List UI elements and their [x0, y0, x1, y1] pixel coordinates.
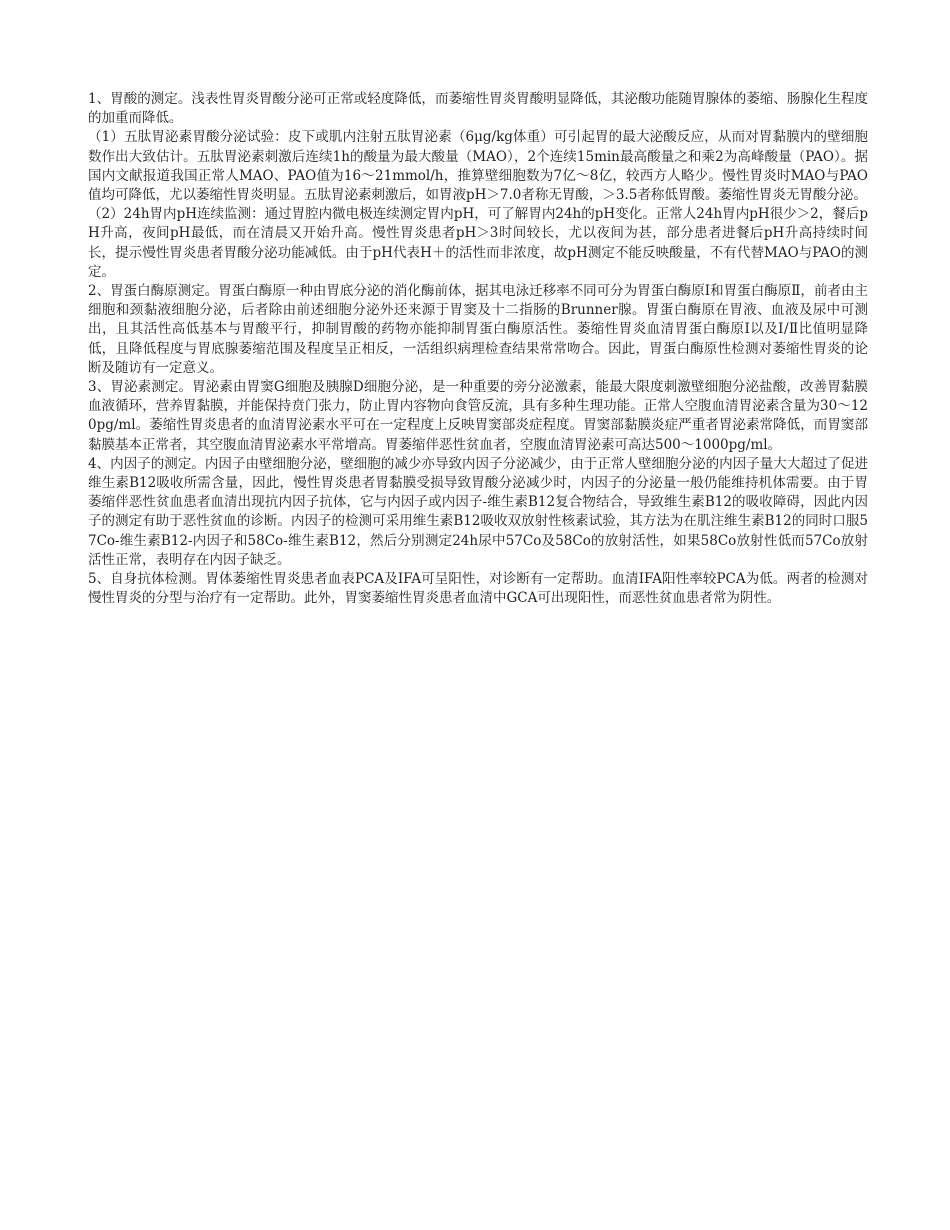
paragraph-intrinsic-factor: 4、内因子的测定。内因子由壁细胞分泌，壁细胞的减少亦导致内因子分泌减少，由于正常人壁细胞分泌的内因子量大大超过了促进维生素B12吸收所需含量，因此，慢性胃炎患者胃黏膜受损导致胃酸分泌减少时，内因子的分泌量一般仍能维持机体需要。由于胃萎缩伴恶性贫血患者血清出现抗内因子抗体，它与内因子或内因子-维生素B12复合物结合，导致维生素B12的吸收障碍，因此内因子的测定有助于恶性贫血的诊断。内因子的检测可采用维生素B12吸收双放射性核素试验，其方法为在肌注维生素B12的同时口服57Co-维生素B12-内因子和58Co-维生素B12，然后分别测定24h尿中57Co及58Co的放射活性，如果58Co放射性低而57Co放射活性正常，表明存在内因子缺乏。 [88, 455, 868, 568]
document-body [88, 90, 868, 608]
paragraph-autoantibodies: 5、自身抗体检测。胃体萎缩性胃炎患者血表PCA及IFA可呈阳性，对诊断有一定帮助。血清IFA阳性率较PCA为低。两者的检测对慢性胃炎的分型与治疗有一定帮助。此外，胃窦萎缩性胃炎患者血清中GCA可出现阳性，而恶性贫血患者常为阴性。 [88, 571, 868, 607]
paragraph-gastrin: 3、胃泌素测定。胃泌素由胃窦G细胞及胰腺D细胞分泌，是一种重要的旁分泌激素，能最大限度刺激壁细胞分泌盐酸，改善胃黏膜血液循环，营养胃黏膜，并能保持贲门张力，防止胃内容物向食管反流，具有多种生理功能。正常人空腹血清胃泌素含量为30～120pg/ml。萎缩性胃炎患者的血清胃泌素水平可在一定程度上反映胃窦部炎症程度。胃窦部黏膜炎症严重者胃泌素常降低，而胃窦部黏膜基本正常者，其空腹血清胃泌素水平常增高。胃萎缩伴恶性贫血者，空腹血清胃泌素可高达500～1000pg/ml。 [88, 379, 868, 453]
paragraph-pepsinogen: 2、胃蛋白酶原测定。胃蛋白酶原一种由胃底分泌的消化酶前体，据其电泳迁移率不同可分为胃蛋白酶原Ⅰ和胃蛋白酶原Ⅱ，前者由主细胞和颈黏液细胞分泌，后者除由前述细胞分泌外还来源于胃窦及十二指肠的Brunner腺。胃蛋白酶原在胃液、血液及尿中可测出，且其活性高低基本与胃酸平行，抑制胃酸的药物亦能抑制胃蛋白酶原活性。萎缩性胃炎血清胃蛋白酶原Ⅰ以及Ⅰ/Ⅱ比值明显降低，且降低程度与胃底腺萎缩范围及程度呈正相反，一活组织病理检查结果常常吻合。因此，胃蛋白酶原性检测对萎缩性胃炎的论断及随访有一定意义。 [88, 283, 868, 376]
paragraph-gastric-acid: 1、胃酸的测定。浅表性胃炎胃酸分泌可正常或轻度降低，而萎缩性胃炎胃酸明显降低，其泌酸功能随胃腺体的萎缩、肠腺化生程度的加重而降低。 [88, 91, 868, 127]
paragraph-24h-ph-monitoring: （2）24h胃内pH连续监测：通过胃腔内微电极连续测定胃内pH，可了解胃内24h的pH变化。正常人24h胃内pH很少＞2，餐后pH升高，夜间pH最低，而在清晨又开始升高。慢性胃炎患者pH＞3时间较长，尤以夜间为甚，部分患者进餐后pH升高持续时间长，提示慢性胃炎患者胃酸分泌功能减低。由于pH代表H＋的活性而非浓度，故pH测定不能反映酸量，不有代替MAO与PAO的测定。 [88, 206, 868, 280]
paragraph-pentagastrin-test: （1）五肽胃泌素胃酸分泌试验：皮下或肌内注射五肽胃泌素（6μg/kg体重）可引起胃的最大泌酸反应，从而对胃黏膜内的壁细胞数作出大致估计。五肽胃泌素刺激后连续1h的酸量为最大酸量（MAO），2个连续15min最高酸量之和乘2为高峰酸量（PAO）。据国内文献报道我国正常人MAO、PAO值为16～21mmol/h，推算壁细胞数为7亿～8亿，较西方人略少。慢性胃炎时MAO与PAO值均可降低，尤以萎缩性胃炎明显。五肽胃泌素刺激后，如胃液pH＞7.0者称无胃酸，＞3.5者称低胃酸。萎缩性胃炎无胃酸分泌。 [88, 129, 868, 204]
